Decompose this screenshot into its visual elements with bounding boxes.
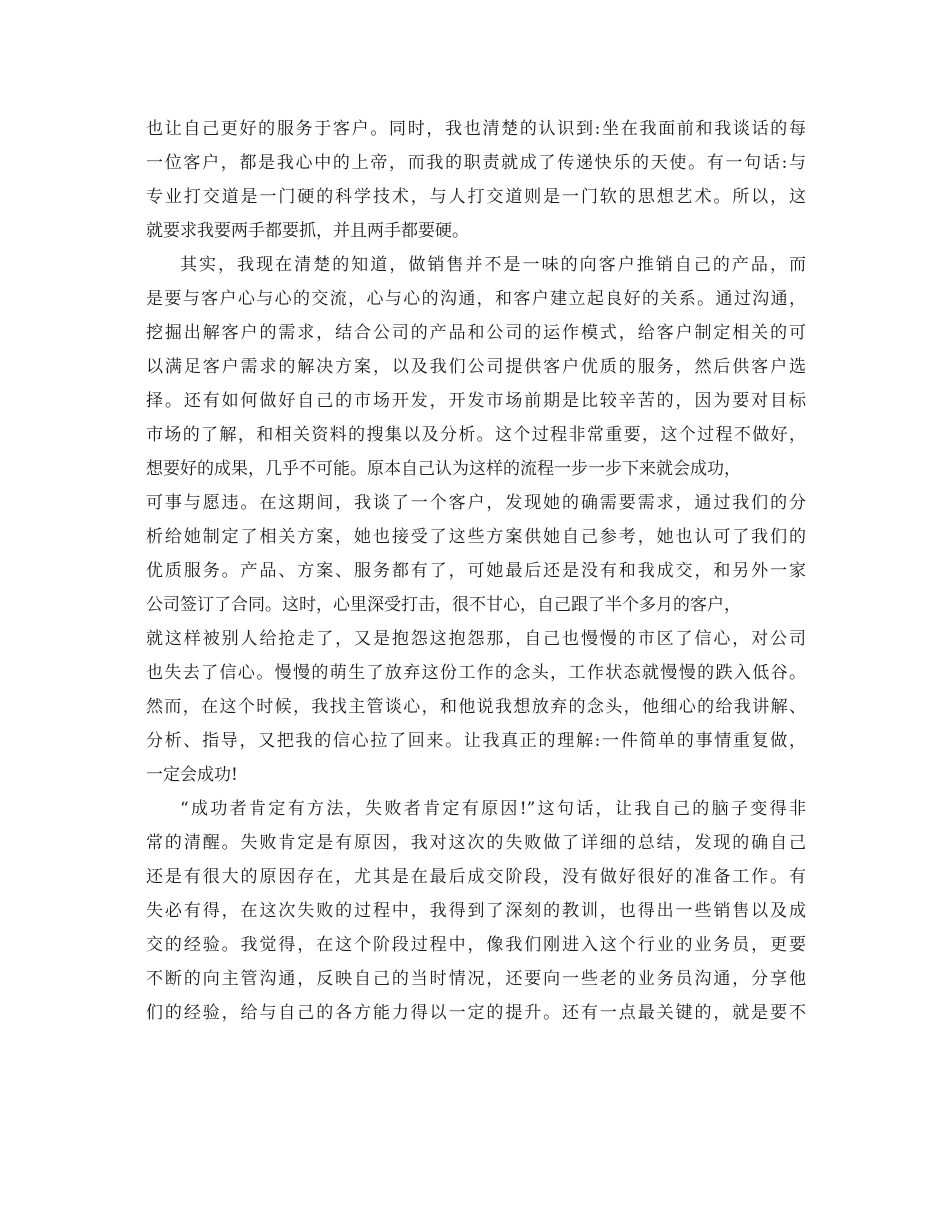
paragraph-start-line: “成功者肯定有方法，失败者肯定有原因!”这句话，让我自己的脑子变得非 — [180, 799, 806, 819]
text-line: 就要求我要两手都要抓，并且两手都要硬。 — [146, 221, 469, 241]
text-line: 还是有很大的原因存在，尤其是在最后成交阶段，没有做好很好的准备工作。有 — [146, 867, 806, 887]
text-line: 失必有得，在这次失败的过程中，我得到了深刻的教训，也得出一些销售以及成 — [146, 901, 806, 921]
text-line: 就这样被别人给抢走了，又是抱怨这抱怨那，自己也慢慢的市区了信心，对公司 — [146, 629, 806, 649]
text-line: 可事与愿违。在这期间，我谈了一个客户，发现她的确需要需求，通过我们的分 — [146, 493, 806, 513]
text-line: 市场的了解，和相关资料的搜集以及分析。这个过程非常重要，这个过程不做好， — [146, 425, 806, 445]
text-line: 择。还有如何做好自己的市场开发，开发市场前期是比较辛苦的，因为要对目标 — [146, 391, 806, 411]
text-line: 分析、指导，又把我的信心拉了回来。让我真正的理解:一件简单的事情重复做， — [146, 731, 806, 751]
text-line: 一定会成功! — [146, 765, 238, 785]
text-line: 交的经验。我觉得，在这个阶段过程中，像我们刚进入这个行业的业务员，更要 — [146, 935, 806, 955]
text-line: 也失去了信心。慢慢的萌生了放弃这份工作的念头，工作状态就慢慢的跌入低谷。 — [146, 663, 806, 683]
text-line: 也让自己更好的服务于客户。同时，我也清楚的认识到:坐在我面前和我谈话的每 — [146, 119, 806, 139]
text-line: 以满足客户需求的解决方案，以及我们公司提供客户优质的服务，然后供客户选 — [146, 357, 806, 377]
text-line: 常的清醒。失败肯定是有原因，我对这次的失败做了详细的总结，发现的确自己 — [146, 833, 806, 853]
text-line: 是要与客户心与心的交流，心与心的沟通，和客户建立起良好的关系。通过沟通， — [146, 289, 806, 309]
text-line: 然而，在这个时候，我找主管谈心，和他说我想放弃的念头，他细心的给我讲解、 — [146, 697, 806, 717]
text-line: 优质服务。产品、方案、服务都有了，可她最后还是没有和我成交，和另外一家 — [146, 561, 806, 581]
text-line: 专业打交道是一门硬的科学技术，与人打交道则是一门软的思想艺术。所以，这 — [146, 187, 806, 207]
text-line: 们的经验，给与自己的各方能力得以一定的提升。还有一点最关键的，就是要不 — [146, 1003, 806, 1023]
body-text — [146, 112, 806, 1030]
text-line: 析给她制定了相关方案，她也接受了这些方案供她自己参考，她也认可了我们的 — [146, 527, 806, 547]
text-line: 不断的向主管沟通，反映自己的当时情况，还要向一些老的业务员沟通，分享他 — [146, 969, 806, 989]
text-line: 一位客户，都是我心中的上帝，而我的职责就成了传递快乐的天使。有一句话:与 — [146, 153, 806, 173]
text-line: 想要好的成果，几乎不可能。原本自己认为这样的流程一步一步下来就会成功， — [146, 459, 741, 479]
text-line: 公司签订了合同。这时，心里深受打击，很不甘心，自己跟了半个多月的客户， — [146, 595, 741, 615]
paragraph-start-line: 其实，我现在清楚的知道，做销售并不是一味的向客户推销自己的产品，而 — [180, 255, 806, 275]
text-line: 挖掘出解客户的需求，结合公司的产品和公司的运作模式，给客户制定相关的可 — [146, 323, 806, 343]
